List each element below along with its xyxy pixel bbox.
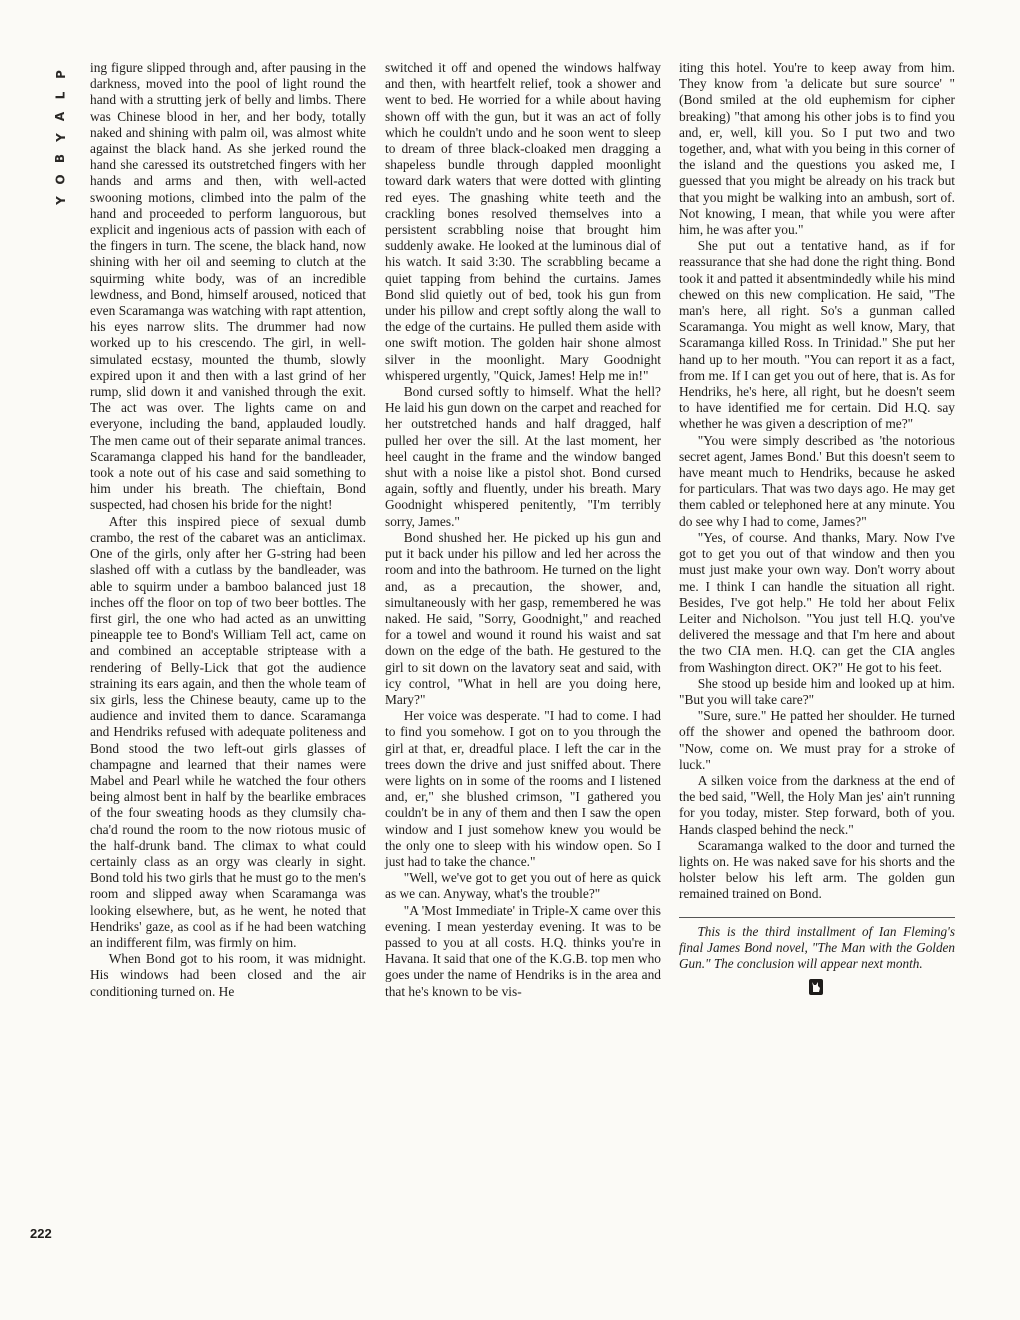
- masthead-letter: A: [53, 111, 68, 122]
- masthead-letter: B: [53, 153, 68, 164]
- paragraph: Bond shushed her. He picked up his gun and put it back under his pillow and led her across the room and into the bathroom. He turned on the light and, as a precaution, the shower, and, simultaneously with her gasp, remembered he was naked. He said, "Sorry, Goodnight," and reached for a towel and wound it round his waist and sat down on the edge of the bath. He gestured to the girl to sit down on the lavatory seat and said, with icy control, "What in hell are you doing here, Mary?": [385, 529, 661, 707]
- text-column-1: [90, 60, 366, 1000]
- masthead-letter: Y: [53, 196, 68, 205]
- text-column-3: [679, 60, 955, 995]
- paragraph: Scaramanga walked to the door and turned the lights on. He was naked save for his shorts and the holster below his left arm. The golden gun remained trained on Bond.: [679, 837, 955, 902]
- rabbit-head-end-mark-icon: [809, 979, 823, 995]
- paragraph: After this inspired piece of sexual dumb crambo, the rest of the cabaret was an anticlimax. One of the girls, only after her G-string had been slashed off with a cutlass by the bandleader, was able to squirm under a bamboo balanced just 18 inches off the floor on top of two beer bottles. The first girl, the one who had acted as an unwitting pineapple tee to Bond's William Tell act, came on and combined an acceptable striptease with a rendering of Belly-Lick that got the audience straining its ears again, and then the whole team of six girls, less the Chinese beauty, came up to the audience and invited them to dance. Scaramanga and Hendriks refused with adequate politeness and Bond stood the two left-out girls glasses of champagne and learned that their names were Mabel and Pearl while he watched the four others being almost bent in half by the bearlike embraces of the four sweating hoods as they clumsily cha-cha'd round the room to the now riotous music of the half-drunk band. The climax to what could certainly class as an orgy was clearly in sight. Bond told his two girls that he must go to the men's room and slipped away when Scaramanga was looking elsewhere, but, as he went, he noted that Hendriks' gaze, as cool as if he had been watching an indifferent film, was firmly on him.: [90, 513, 366, 950]
- paragraph: She stood up beside him and looked up at him. "But you will take care?": [679, 675, 955, 707]
- paragraph: "Sure, sure." He patted her shoulder. He turned off the shower and opened the bathroom door. "Now, come on. We must pray for a stroke of luck.": [679, 708, 955, 772]
- installment-note: [679, 917, 955, 973]
- paragraph: ing figure slipped through and, after pausing in the darkness, moved into the pool of light round the hand with a strutting jerk of belly and limbs. There was Chinese blood in her, and her body, totally naked and shining with palm oil, was almost white against the black hand. As she jerked round the hand she caressed its outstretched fingers with her hands and arms and then, with well-acted swooning motions, climbed into the palm of the hand and proceeded to perform languorous, but explicit and ingenious acts of passion with each of the fingers in turn. The scene, the black hand, now shining with her oil and seeming to clutch at the squirming white body, was of an incredible lewdness, and Bond, himself aroused, noticed that even Scaramanga was watching with rapt attention, his eyes narrow slits. The drummer had now worked up to his crescendo. The girl, in well-simulated ecstasy, mounted the thumb, slowly expired upon it and then with a last grind of her rump, slid down it and vanished through the exit. The act was over. The lights came on and everyone, including the band, applauded loudly. The men came out of their separate animal trances. Scaramanga clapped his hand for the bandleader, took a note out of his case and said something to him under his breath. The chieftain, Bond suspected, had chosen his bride for the night!: [90, 60, 366, 513]
- magazine-masthead-vertical: [50, 64, 72, 211]
- masthead-letter: P: [53, 70, 68, 79]
- text-column-2: [385, 60, 661, 1000]
- paragraph: "Yes, of course. And thanks, Mary. Now I've got to get you out of that window and then you must just make your own way. Don't worry about me. I think I can handle the situation all right. Besides, I've got help." He told her about Felix Leiter and Nicholson. "You just tell H.Q. you've delivered the message and that I'm here and about the two CIA men. H.Q. can get the CIA angles from Washington direct. OK?" He got to his feet.: [679, 529, 955, 675]
- paragraph: iting this hotel. You're to keep away from him. They know from 'a delicate but sure source' " (Bond smiled at the old euphemism for cipher breaking) "that among his other jobs is to find you and, er, well, kill you. So I put two and two together, and, what with you being in this corner of the island and the questions you asked me, I guessed that you might be already on his track but that you might be walking into an ambush, sort of. Not knowing, I mean, that while you were after him, he was after you.": [679, 60, 955, 238]
- paragraph: switched it off and opened the windows halfway and then, with heartfelt relief, took a shower and went to bed. He worried for a while about having shown off with the gun, but it was an act of folly which he couldn't undo and he soon went to sleep to dream of three black-cloaked men dragging a shapeless bundle through dappled moonlight toward dark waters that were dotted with glinting red eyes. The gnashing white teeth and the crackling bones resolved themselves into a persistent scrabbling noise that brought him suddenly awake. He looked at the luminous dial of his watch. It said 3:30. The scrabbling became a quiet tapping from behind the curtains. James Bond slid quietly out of bed, took his gun from under his pillow and crept softly along the wall to the edge of the curtains. He pulled them aside with one swift motion. The golden hair shone almost silver in the moonlight. Mary Goodnight whispered urgently, "Quick, James! Help me in!": [385, 60, 661, 383]
- paragraph: Bond cursed softly to himself. What the hell? He laid his gun down on the carpet and reached for her outstretched hands and half dragged, half pulled her over the sill. At the last moment, her heel caught in the frame and the window banged shut with a noise like a pistol shot. Bond cursed again, softly and fluently, under his breath. Mary Goodnight whispered penitently, "I'm terribly sorry, James.": [385, 384, 661, 529]
- paragraph: She put out a tentative hand, as if for reassurance that she had done the right thing. Bond took it and patted it absentmindedly while his mind chewed on this new complication. He said, "The man's here, all right. So's a gunman called Scaramanga. You might as well know, Mary, that Scaramanga killed Ross. In Trinidad." She put her hand up to her mouth. "You can report it as a fact, from me. If I can get you out of here, that is. As for Hendriks, he's here, all right, but he doesn't seem to have identified me for certain. Did H.Q. say whether he was given a description of me?": [679, 238, 955, 432]
- installment-note-text: This is the third installment of Ian Fleming's final James Bond novel, "The Man with the Golden Gun." The conclusion will appear next month.: [679, 923, 955, 972]
- paragraph: A silken voice from the darkness at the end of the bed said, "Well, the Holy Man jes' ain't running for you today, mister. Step forward, both of you. Hands clasped behind the neck.": [679, 772, 955, 837]
- paragraph: "Well, we've got to get you out of here as quick as we can. Anyway, what's the trouble?": [385, 870, 661, 902]
- paragraph: "You were simply described as 'the notorious secret agent, James Bond.' But this doesn't seem to have meant much to Hendriks, because he asked for particulars. That was two days ago. He may get them cabled or telephoned here at any minute. You do see why I had to come, James?": [679, 432, 955, 529]
- paragraph: "A 'Most Immediate' in Triple-X came over this evening. I mean yesterday evening. It was to be passed to you at all costs. H.Q. thinks you're in Havana. It said that one of the K.G.B. top men who goes under the name of Hendriks is in the area and that he's known to be vis-: [385, 902, 661, 999]
- paragraph: Her voice was desperate. "I had to come. I had to find you somehow. I got on to you through the girl at that, er, dreadful place. I left the car in the trees down the drive and just sniffed about. There were lights on in some of the rooms and I listened and, er," she blushed crimson, "I gathered you couldn't be in any of them and then I saw the open window and I just somehow knew you would be the only one to sleep with his window open. So I just had to take the chance.": [385, 708, 661, 869]
- page-number: 222: [30, 1226, 52, 1241]
- masthead-letter: L: [53, 91, 68, 100]
- paragraph: When Bond got to his room, it was midnight. His windows had been closed and the air conditioning turned on. He: [90, 951, 366, 999]
- masthead-letter: O: [53, 174, 68, 185]
- masthead-letter: Y: [53, 133, 68, 142]
